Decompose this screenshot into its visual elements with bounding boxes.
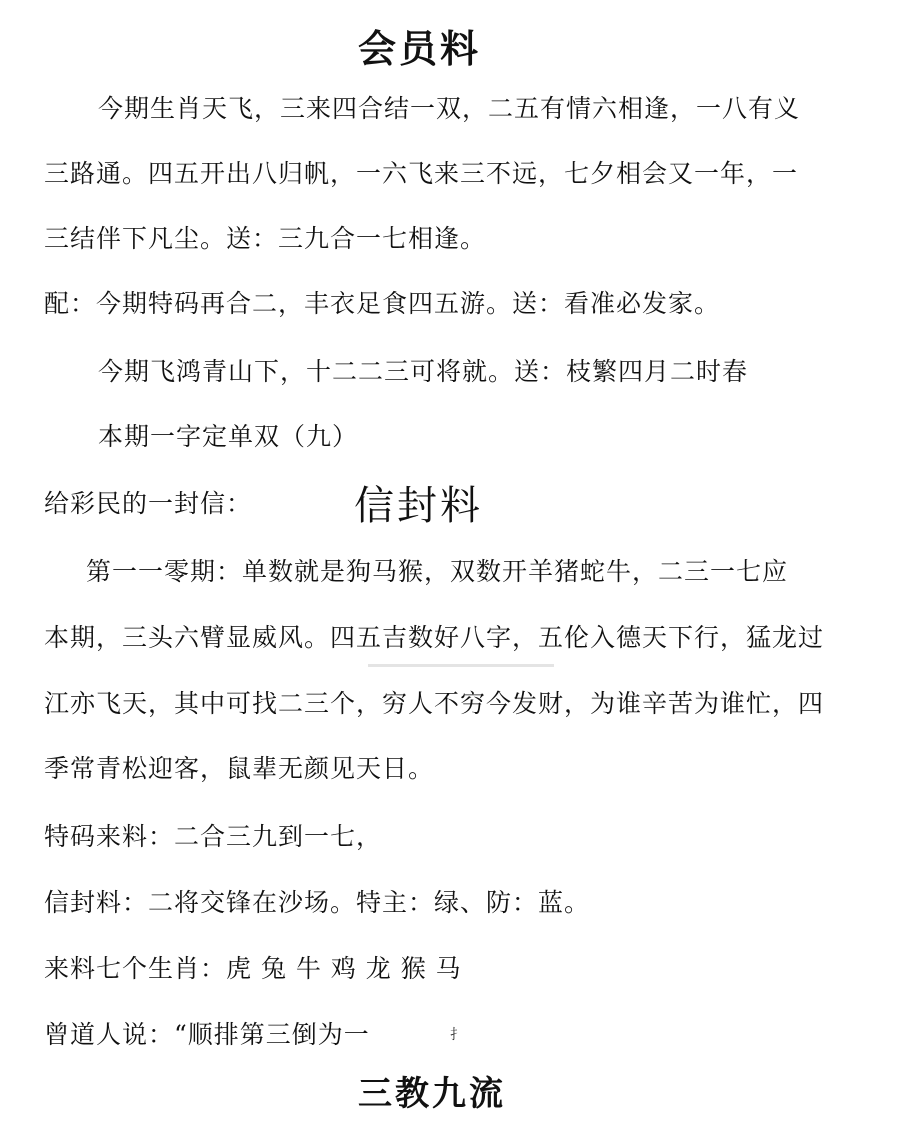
member-line-4: 配：今期特码再合二，丰衣足食四五游。送：看准必发家。: [44, 289, 721, 318]
heading-envelope-material: 信封料: [354, 483, 483, 529]
letter-label: 给彩民的一封信：: [44, 489, 253, 518]
member-line-6: 本期一字定单双（九）: [98, 422, 359, 451]
taoist-saying-line: 曾道人说：“顺排第三倒为一: [44, 1020, 370, 1049]
stray-mark: ⺘: [450, 1027, 464, 1043]
member-line-3: 三结伴下凡尘。送：三九合一七相逢。: [44, 224, 487, 253]
envelope-line-4: 季常青松迎客，鼠辈无颜见天日。: [44, 754, 435, 783]
special-code-source: 特码来料：二合三九到一七，: [44, 822, 383, 851]
scan-speck: [368, 664, 554, 667]
seven-zodiac-line: 来料七个生肖：虎 兔 牛 鸡 龙 猴 马: [44, 954, 462, 983]
member-line-5: 今期飞鸿青山下，十二二三可将就。送：枝繁四月二时春: [98, 357, 749, 386]
envelope-line-1: 第一一零期：单数就是狗马猴，双数开羊猪蛇牛，二三一七应: [86, 557, 789, 586]
member-line-1: 今期生肖天飞，三来四合结一双，二五有情六相逢，一八有义: [98, 94, 801, 123]
envelope-line-2: 本期，三头六臂显威风。四五吉数好八字，五伦入德天下行，猛龙过: [44, 623, 825, 652]
heading-three-teachings: 三教九流: [358, 1074, 506, 1114]
heading-member-material: 会员料: [358, 26, 482, 71]
envelope-material-line: 信封料：二将交锋在沙场。特主：绿、防：蓝。: [44, 888, 591, 917]
envelope-line-3: 江亦飞天，其中可找二三个，穷人不穷今发财，为谁辛苦为谁忙，四: [44, 689, 825, 718]
member-line-2: 三路通。四五开出八归帆，一六飞来三不远，七夕相会又一年，一: [44, 159, 799, 188]
